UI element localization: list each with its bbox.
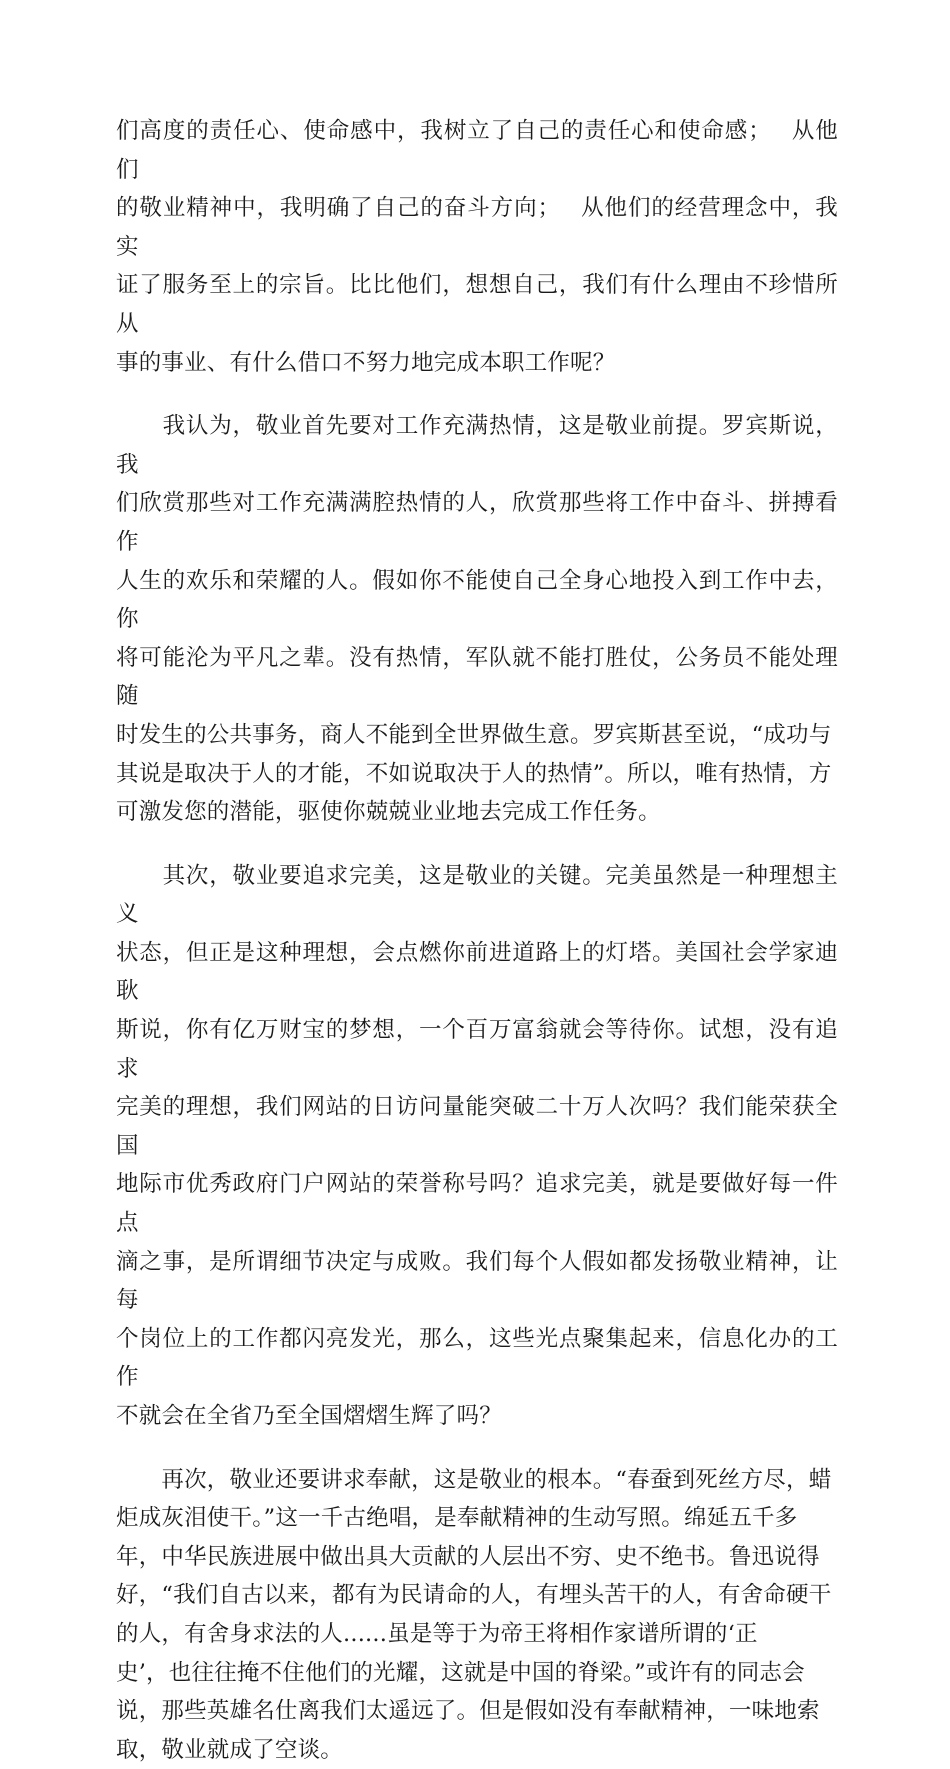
text-line: 事的事业、有什么借口不努力地完成本职工作呢？ xyxy=(116,349,616,376)
text-line: 的人，有舍身求法的人......虽是等于为帝王将相作家谱所谓的‘正 xyxy=(116,1620,758,1647)
text-line: 时发生的公共事务，商人不能到全世界做生意。罗宾斯甚至说，“成功与 xyxy=(116,721,832,748)
text-line: 斯说，你有亿万财宝的梦想，一个百万富翁就会等待你。试想，没有追求 xyxy=(116,1017,838,1082)
text-line: 其说是取决于人的才能，不如说取决于人的热情”。所以，唯有热情，方 xyxy=(116,760,832,787)
text-line: 说，那些英雄名仕离我们太遥远了。但是假如没有奉献精神，一味地索 xyxy=(116,1698,820,1725)
text-line: 年，中华民族进展中做出具大贡献的人层出不穷、史不绝书。鲁迅说得 xyxy=(116,1543,820,1570)
paragraph-2 xyxy=(116,407,838,832)
text-line: 个岗位上的工作都闪亮发光，那么，这些光点聚集起来，信息化办的工作 xyxy=(116,1325,838,1391)
text-line: 我认为，敬业首先要对工作充满热情，这是敬业前提。罗宾斯说，我 xyxy=(116,413,838,478)
text-line: 完美的理想，我们网站的日访问量能突破二十万人次吗？我们能荣获全国 xyxy=(116,1094,838,1159)
text-line: 们高度的责任心、使命感中，我树立了自己的责任心和使命感； 从他们 xyxy=(116,118,838,183)
document-body xyxy=(116,112,838,1769)
text-line: 人生的欢乐和荣耀的人。假如你不能使自己全身心地投入到工作中去，你 xyxy=(116,567,838,633)
paragraph-spacer xyxy=(116,1436,838,1461)
text-line: 滴之事，是所谓细节决定与成败。我们每个人假如都发扬敬业精神，让每 xyxy=(116,1248,838,1314)
text-line: 的敬业精神中，我明确了自己的奋斗方向； 从他们的经营理念中，我实 xyxy=(116,195,838,260)
text-line: 炬成灰泪使干。”这一千古绝唱，是奉献精神的生动写照。绵延五千多 xyxy=(116,1505,798,1532)
text-line: 将可能沦为平凡之辈。没有热情，军队就不能打胜仗，公务员不能处理随 xyxy=(116,644,838,710)
text-line: 证了服务至上的宗旨。比比他们，想想自己，我们有什么理由不珍惜所从 xyxy=(116,272,838,337)
text-line: 其次，敬业要追求完美，这是敬业的关键。完美虽然是一种理想主义 xyxy=(116,862,838,928)
text-line: 好，“我们自古以来，都有为民请命的人，有埋头苦干的人，有舍命硬干 xyxy=(116,1582,832,1609)
paragraph-4 xyxy=(116,1461,838,1769)
text-line: 再次，敬业还要讲求奉献，这是敬业的根本。“春蚕到死丝方尽，蜡 xyxy=(116,1466,832,1493)
text-line: 史’，也往往掩不住他们的光耀，这就是中国的脊梁。”或许有的同志会 xyxy=(116,1659,805,1686)
text-line: 状态，但正是这种理想，会点燃你前进道路上的灯塔。美国社会学家迪耿 xyxy=(116,939,838,1005)
text-line: 取，敬业就成了空谈。 xyxy=(116,1736,344,1763)
text-line: 可激发您的潜能，驱使你兢兢业业地去完成工作任务。 xyxy=(116,799,661,826)
text-line: 们欣赏那些对工作充满满腔热情的人，欣赏那些将工作中奋斗、拼搏看作 xyxy=(116,490,838,555)
paragraph-spacer xyxy=(116,382,838,407)
paragraph-3 xyxy=(116,857,838,1436)
paragraph-spacer xyxy=(116,832,838,857)
text-line: 地际市优秀政府门户网站的荣誉称号吗？追求完美，就是要做好每一件点 xyxy=(116,1171,838,1237)
text-line: 不就会在全省乃至全国熠熠生辉了吗？ xyxy=(116,1403,502,1429)
paragraph-1 xyxy=(116,112,838,382)
